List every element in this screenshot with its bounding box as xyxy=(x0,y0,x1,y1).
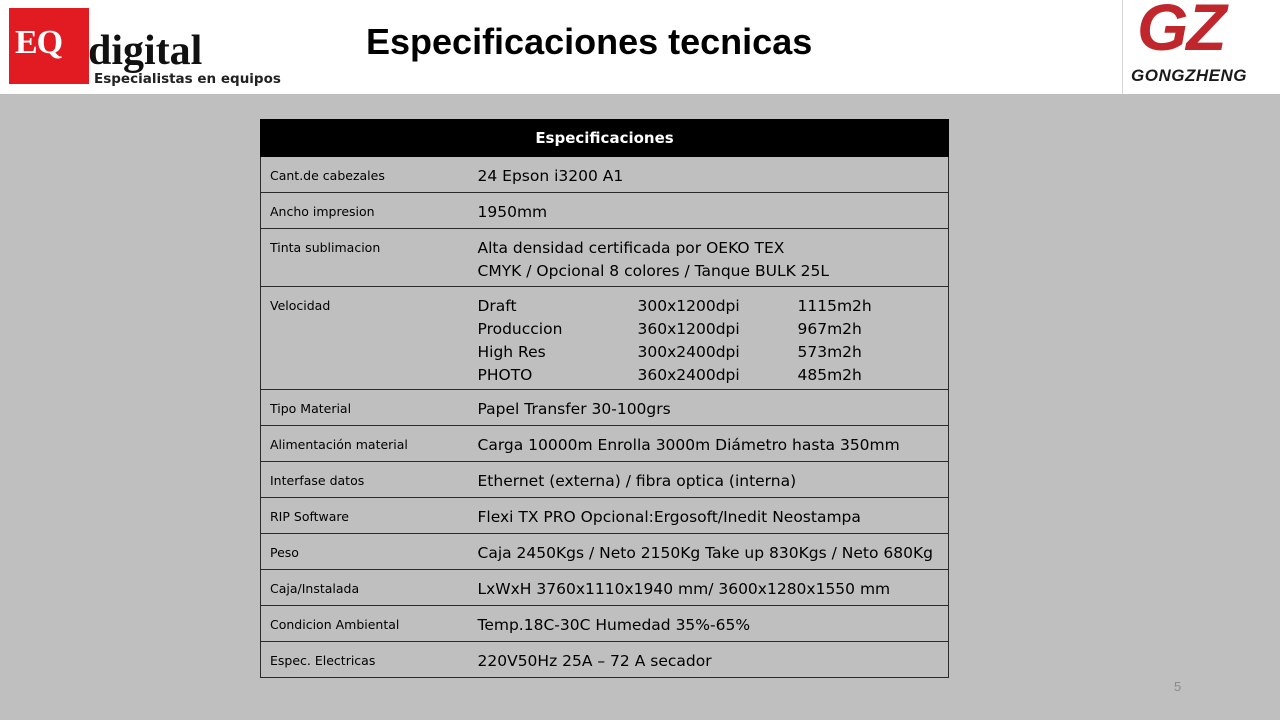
speed-mode: High Res xyxy=(477,343,546,361)
table-row xyxy=(261,157,949,193)
row-value xyxy=(469,193,949,229)
row-label: Interfase datos xyxy=(261,462,469,498)
row-label: Cant.de cabezales xyxy=(261,157,469,193)
table-row xyxy=(261,606,949,642)
row-label: Ancho impresion xyxy=(261,193,469,229)
value-line: LxWxH 3760x1110x1940 mm/ 3600x1280x1550 mm xyxy=(477,580,891,598)
row-label: Tinta sublimacion xyxy=(261,229,469,287)
table-row xyxy=(261,287,949,390)
speed-resolution: 300x2400dpi xyxy=(637,343,740,361)
row-label: Velocidad xyxy=(261,287,469,390)
speed-resolution: 360x1200dpi xyxy=(637,320,740,338)
table-row xyxy=(261,642,949,678)
speed-line xyxy=(478,318,949,341)
speed-line xyxy=(478,295,949,318)
speed-resolution: 300x1200dpi xyxy=(637,297,740,315)
speed-rate: 1115m2h xyxy=(797,297,872,315)
row-label: Condicion Ambiental xyxy=(261,606,469,642)
table-header: Especificaciones xyxy=(261,120,949,157)
speed-values xyxy=(469,287,949,390)
speed-rate: 485m2h xyxy=(797,366,862,384)
row-label: Caja/Instalada xyxy=(261,570,469,606)
gongzheng-logo xyxy=(1122,0,1280,94)
page-number: 5 xyxy=(1174,679,1182,694)
row-label: Espec. Electricas xyxy=(261,642,469,678)
eq-logo-box xyxy=(9,8,89,84)
row-value xyxy=(469,570,949,606)
value-line: Flexi TX PRO Opcional:Ergosoft/Inedit Neostampa xyxy=(477,508,861,526)
table-row xyxy=(261,462,949,498)
row-label: Tipo Material xyxy=(261,390,469,426)
eq-logo-wordmark: digital xyxy=(88,28,203,74)
table-row xyxy=(261,390,949,426)
row-value xyxy=(469,642,949,678)
value-line: CMYK / Opcional 8 colores / Tanque BULK 25L xyxy=(477,262,830,280)
eqdigital-logo xyxy=(9,8,289,88)
row-value xyxy=(469,534,949,570)
table-row xyxy=(261,570,949,606)
value-line: 220V50Hz 25A – 72 A secador xyxy=(477,652,712,670)
gz-logo-wordmark: GONGZHENG xyxy=(1131,66,1247,85)
speed-line xyxy=(478,341,949,364)
eq-logo-tagline: Especialistas en equipos xyxy=(94,71,281,87)
value-line: Caja 2450Kgs / Neto 2150Kg Take up 830Kgs / Neto 680Kg xyxy=(477,544,933,562)
table-row xyxy=(261,498,949,534)
value-line: Temp.18C-30C Humedad 35%-65% xyxy=(477,616,751,634)
row-label: Peso xyxy=(261,534,469,570)
value-line: Ethernet (externa) / fibra optica (interna) xyxy=(477,472,797,490)
value-line: 1950mm xyxy=(477,203,548,221)
speed-line xyxy=(478,364,949,387)
value-line: Alta densidad certificada por OEKO TEX xyxy=(477,239,785,257)
page-title: Especificaciones tecnicas xyxy=(366,21,813,62)
value-line: Carga 10000m Enrolla 3000m Diámetro hasta 350mm xyxy=(477,436,900,454)
table-row xyxy=(261,426,949,462)
table-header-row xyxy=(261,120,949,157)
speed-mode: PHOTO xyxy=(477,366,533,384)
speed-rate: 967m2h xyxy=(797,320,862,338)
eq-logo-letters: EQ xyxy=(15,24,63,61)
speed-rate: 573m2h xyxy=(797,343,862,361)
value-line: Papel Transfer 30-100grs xyxy=(477,400,671,418)
speed-mode: Produccion xyxy=(477,320,563,338)
table-row xyxy=(261,534,949,570)
table-row xyxy=(261,193,949,229)
slide-header xyxy=(0,0,1280,94)
row-value xyxy=(469,498,949,534)
specifications-table xyxy=(260,119,949,678)
row-value xyxy=(469,390,949,426)
row-label: RIP Software xyxy=(261,498,469,534)
speed-mode: Draft xyxy=(477,297,517,315)
gz-logo-mark: GZ xyxy=(1137,0,1225,64)
row-value xyxy=(469,157,949,193)
row-label: Alimentación material xyxy=(261,426,469,462)
row-value xyxy=(469,606,949,642)
value-line: 24 Epson i3200 A1 xyxy=(477,167,624,185)
speed-resolution: 360x2400dpi xyxy=(637,366,740,384)
table-row xyxy=(261,229,949,287)
row-value xyxy=(469,426,949,462)
row-value xyxy=(469,229,949,287)
row-value xyxy=(469,462,949,498)
